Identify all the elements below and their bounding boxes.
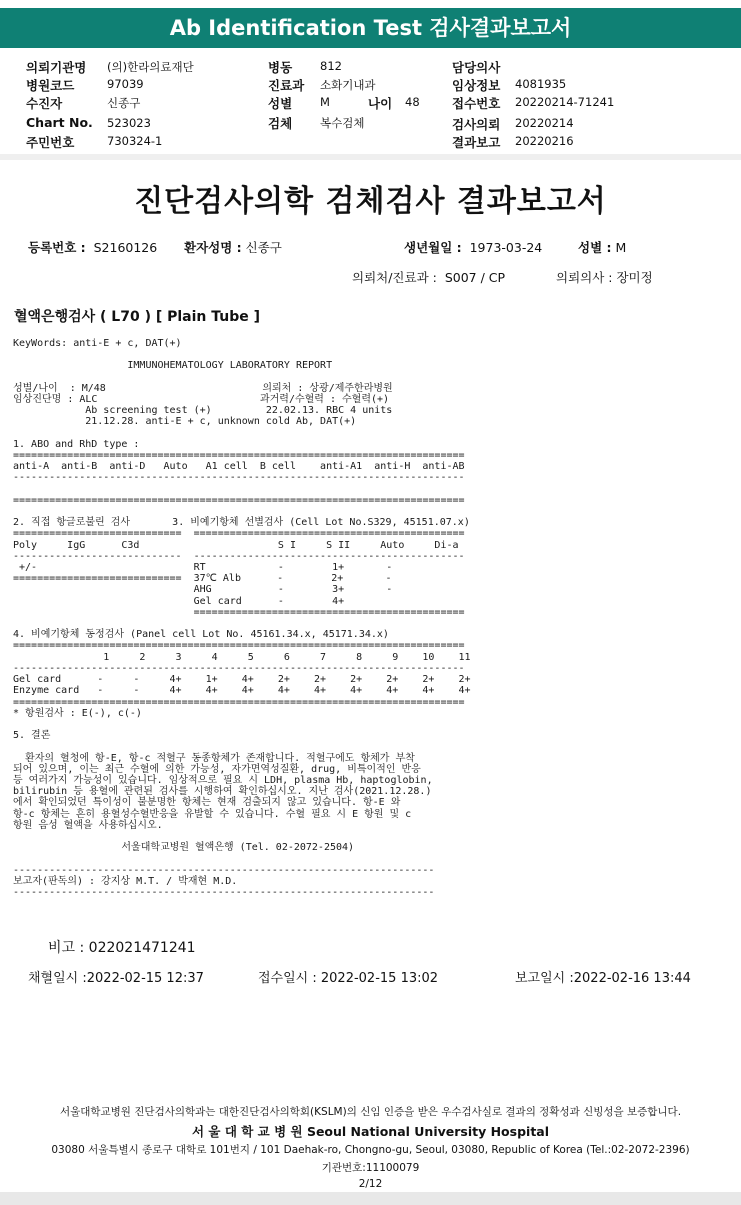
report-line: =========================================================================== (13, 494, 465, 506)
reg-value: S2160126 (93, 240, 158, 255)
label-report-date: 결과보고 (452, 135, 501, 150)
value-ward: 812 (320, 59, 342, 73)
page-number: 2/12 (358, 1178, 383, 1190)
dob-label: 생년월일 : (404, 240, 462, 255)
report-line: KeyWords: anti-E + c, DAT(+) (13, 338, 182, 349)
report-line: ---------------------------------------------------------------------- (13, 886, 435, 898)
report-line (13, 428, 471, 439)
label-physician: 담당의사 (452, 60, 501, 75)
label-sex: 성별 (268, 96, 293, 111)
section-divider (0, 154, 741, 160)
section-title: 혈액은행검사 ( L70 ) [ Plain Tube ] (14, 309, 261, 325)
report-line (13, 506, 471, 517)
report-line: =========================================================================== (13, 640, 465, 652)
label-request-date: 검사의뢰 (452, 117, 501, 132)
report-line: 항-c 항체는 흔히 용혈성수혈반응을 유발할 수 있습니다. 수혈 필요 시 E 항원 및 c (13, 808, 412, 820)
sex-value: M (615, 240, 627, 255)
received-label: 접수일시 : (258, 971, 317, 986)
report-line: 보고자(판독의) : 강지상 M.T. / 박재현 M.D. (13, 875, 238, 887)
label-ward: 병동 (268, 60, 293, 75)
report-line: ============================================= (13, 606, 465, 618)
label-department: 진료과 (268, 78, 305, 93)
label-specimen: 검체 (268, 116, 293, 131)
report-line: Enzyme card - - 4+ 4+ 4+ 4+ 4+ 4+ 4+ 4+ 4+ (13, 685, 471, 697)
referring-doctor (556, 268, 653, 286)
report-line (13, 741, 471, 752)
report-line: =========================================================================== (13, 696, 465, 708)
sex-label: 성별 : (578, 240, 612, 255)
collected-label: 채혈일시 : (28, 971, 87, 986)
lab-report-body (13, 338, 471, 898)
report-line: 서울대학교병원 혈액은행 (Tel. 02-2072-2504) (13, 842, 355, 854)
report-header-bar (0, 8, 741, 48)
report-line: ============================ 37℃ Alb - 2+ - (13, 573, 392, 585)
label-hospital-code: 병원코드 (26, 78, 75, 93)
report-line: Gel card - 4+ (13, 595, 345, 607)
report-line: 되어 있으며, 이는 최근 수혈에 의한 가능성, 자가면역성질환, drug, 비특이적인 반응 (13, 763, 421, 775)
referring-department (352, 268, 505, 286)
registration-number (28, 238, 157, 256)
hospital-address: 03080 서울특별시 종로구 대학로 101번지 / 101 Daehak-ro, Chongno-gu, Seoul, 03080, Republic of Korea (Tel.:02-2072-2396) (51, 1144, 690, 1156)
report-line (13, 484, 471, 495)
remark-value: 022021471241 (88, 940, 196, 956)
report-line (13, 618, 471, 629)
value-department: 소화기내과 (320, 78, 376, 92)
report-line: --------------------------------------------------------------------------- (13, 472, 465, 484)
value-request-date: 20220214 (515, 116, 574, 130)
label-receipt-no: 접수번호 (452, 96, 501, 111)
report-line: =========================================================================== (13, 450, 465, 462)
report-line: 환자의 혈청에 항-E, 항-c 적혈구 동종항체가 존재합니다. 적혈구에도 항체가 부착 (13, 752, 415, 764)
report-line: 임상진단명 : ALC 과거력/수혈력 : 수혈력(+) (13, 394, 390, 406)
report-line: Gel card - - 4+ 1+ 4+ 2+ 2+ 2+ 2+ 2+ 2+ (13, 674, 471, 686)
report-line: bilirubin 등 용혈에 관련된 검사를 시행하여 확인하십시오. 지난 검사(2021.12.28.) (13, 786, 432, 798)
report-line: IMMUNOHEMATOLOGY LABORATORY REPORT (13, 360, 333, 372)
report-line: 2. 직접 항글로불린 검사 3. 비예기항체 선별검사 (Cell Lot No.S329, 45151.07.x) (13, 517, 470, 529)
name-value: 신종구 (245, 240, 282, 255)
remark (48, 937, 196, 957)
doctor-value: 장미정 (616, 270, 653, 285)
report-line: 성별/나이 : M/48 의뢰처 : 상광/제주한라병원 (13, 382, 393, 394)
report-line: 1 2 3 4 5 6 7 8 9 10 11 (13, 651, 471, 663)
dob-value: 1973-03-24 (469, 240, 543, 255)
reported-label: 보고일시 : (515, 971, 574, 986)
patient-name (184, 238, 282, 256)
institution-code: 기관번호:11100079 (321, 1162, 420, 1174)
report-line: ---------------------------------------------------------------------- (13, 864, 435, 876)
report-line (13, 719, 471, 730)
received-time (258, 967, 438, 986)
report-line: AHG - 3+ - (13, 584, 393, 596)
value-hospital-code: 97039 (107, 77, 144, 91)
value-age: 48 (405, 95, 420, 109)
value-receipt-no: 20220214-71241 (515, 95, 615, 109)
report-line: anti-A anti-B anti-D Auto A1 cell B cell anti-A1 anti-H anti-AB (13, 461, 465, 473)
header-bar-title: Ab Identification Test 검사결과보고서 (169, 16, 572, 40)
collected-value: 2022-02-15 12:37 (86, 971, 204, 986)
page-bottom-bar (0, 1192, 741, 1205)
name-label: 환자성명 : (184, 240, 242, 255)
report-line: 등 여러가지 가능성이 있습니다. 임상적으로 필요 시 LDH, plasma Hb, haptoglobin, (13, 774, 433, 786)
value-resident-no: 730324-1 (107, 134, 163, 148)
label-chart-no: Chart No. (26, 115, 93, 130)
report-line: +/- RT - 1+ - (13, 562, 393, 574)
reg-label: 등록번호 : (28, 240, 86, 255)
label-institution: 의뢰기관명 (26, 60, 87, 75)
report-line: Ab screening test (+) 22.02.13. RBC 4 units (13, 405, 393, 417)
accreditation-statement: 서울대학교병원 진단검사의학과는 대한진단검사의학회(KSLM)의 신임 인증을 받은 우수검사실로 결과의 정확성과 신빙성을 보증합니다. (59, 1106, 682, 1118)
label-age: 나이 (368, 96, 393, 111)
value-report-date: 20220216 (515, 134, 574, 148)
collected-time (28, 967, 204, 986)
reported-value: 2022-02-16 13:44 (573, 971, 691, 986)
patient-sex (578, 238, 626, 256)
report-line: 21.12.28. anti-E + c, unknown cold Ab, DAT(+) (13, 416, 357, 428)
value-patient: 신종구 (107, 96, 141, 110)
value-chart-no: 523023 (107, 116, 151, 130)
reported-time (515, 967, 691, 986)
received-value: 2022-02-15 13:02 (320, 971, 439, 986)
doctor-label: 의뢰의사 : (556, 270, 613, 285)
report-title: 진단검사의학 검체검사 결과보고서 (134, 184, 607, 219)
report-line: ============================ ============================================= (13, 528, 465, 540)
value-sex: M (320, 95, 330, 109)
report-line: ---------------------------- --------------------------------------------- (13, 550, 465, 562)
label-patient: 수진자 (26, 96, 63, 111)
report-line: 에서 확인되었던 특이성이 불분명한 항체는 현재 검출되지 않고 있습니다. 항-E 와 (13, 797, 401, 809)
report-line: * 항원검사 : E(-), c(-) (13, 707, 142, 719)
dept-label: 의뢰처/진료과 : (352, 270, 437, 285)
report-line: 항원 음성 혈액을 사용하십시오. (13, 819, 163, 831)
label-resident-no: 주민번호 (26, 135, 75, 150)
hospital-name: 서 울 대 학 교 병 원 Seoul National University Hospital (191, 1124, 550, 1139)
report-line (13, 349, 471, 360)
value-specimen: 복수검체 (320, 116, 365, 130)
remark-label: 비고 : (48, 940, 85, 956)
dept-value: S007 / CP (444, 270, 506, 285)
value-institution: (의)한라의료재단 (107, 60, 194, 74)
report-line: 5. 결론 (13, 730, 51, 742)
report-line (13, 372, 471, 383)
report-line: --------------------------------------------------------------------------- (13, 662, 465, 674)
label-clinical-info: 임상정보 (452, 78, 501, 93)
report-line: Poly IgG C3d S I S II Auto Di-a (13, 539, 459, 551)
report-line (13, 831, 471, 842)
date-of-birth (404, 238, 542, 256)
report-line (13, 853, 471, 864)
report-line: 4. 비예기항체 동정검사 (Panel cell Lot No. 45161.34.x, 45171.34.x) (13, 629, 389, 641)
request-info-block (0, 56, 741, 150)
report-line: 1. ABO and RhD type : (13, 438, 140, 450)
value-clinical-info: 4081935 (515, 77, 567, 91)
